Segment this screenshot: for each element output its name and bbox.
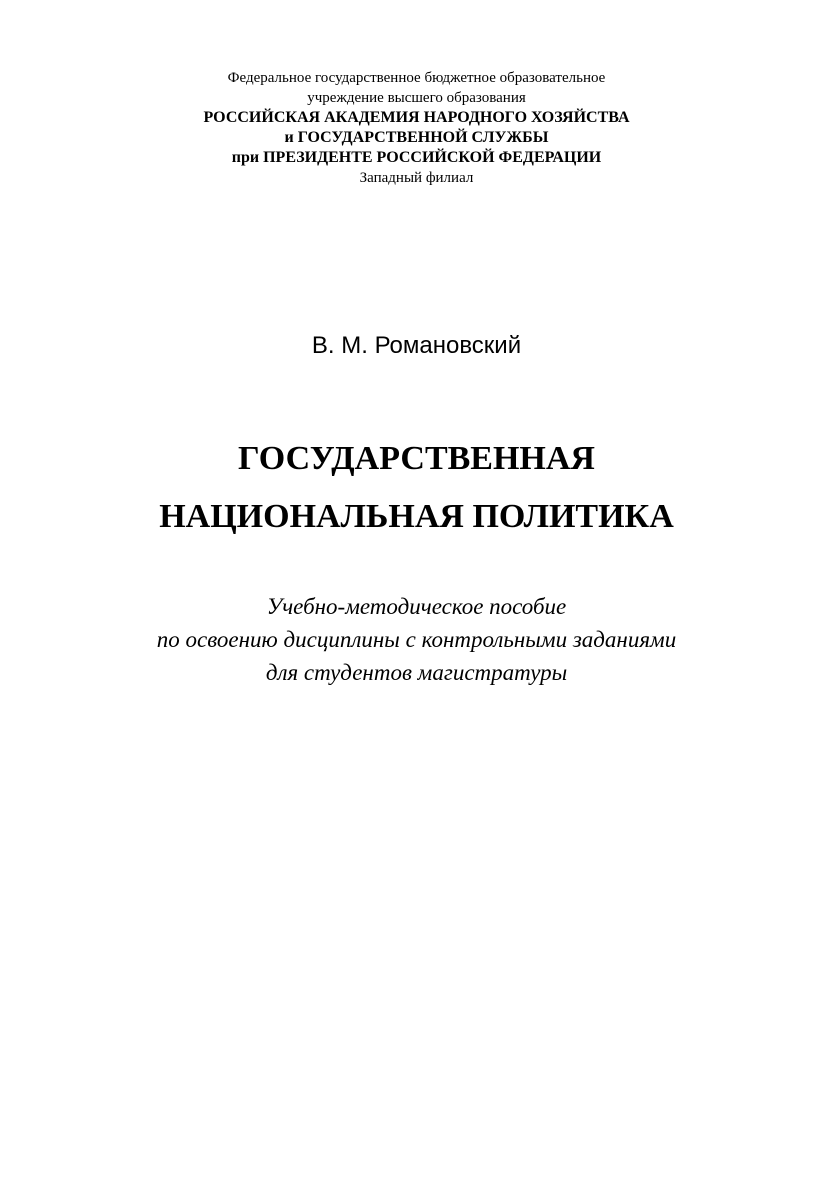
academy-name-line-3: при ПРЕЗИДЕНТЕ РОССИЙСКОЙ ФЕДЕРАЦИИ xyxy=(231,149,602,166)
book-subtitle-line-2: по освоению дисциплины с контрольными заданиями xyxy=(156,627,677,652)
book-subtitle-line-3: для студентов магистратуры xyxy=(265,660,568,685)
academy-name-line-1: РОССИЙСКАЯ АКАДЕМИЯ НАРОДНОГО ХОЗЯЙСТВА xyxy=(203,109,630,126)
academy-name-line-2: и ГОСУДАРСТВЕННОЙ СЛУЖБЫ xyxy=(284,129,549,146)
institution-header xyxy=(0,68,833,188)
book-title xyxy=(0,430,833,546)
book-title-line-1: ГОСУДАРСТВЕННАЯ xyxy=(238,440,595,477)
institution-level-line: учреждение высшего образования xyxy=(307,90,526,106)
book-subtitle xyxy=(0,590,833,689)
branch-name: Западный филиал xyxy=(359,170,474,186)
author-name: В. М. Романовский xyxy=(311,332,522,359)
book-title-line-2: НАЦИОНАЛЬНАЯ ПОЛИТИКА xyxy=(159,498,674,535)
book-subtitle-line-1: Учебно-методическое пособие xyxy=(266,594,567,619)
institution-type-line: Федеральное государственное бюджетное образовательное xyxy=(227,70,606,86)
